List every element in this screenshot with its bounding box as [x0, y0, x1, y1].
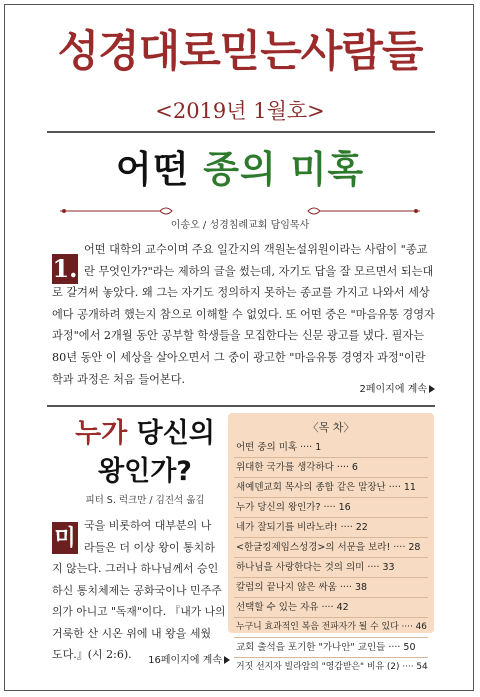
body-line: 어떤 대학의 교수이며 주요 일간지의 객원논설위원이라는 사람이 "종교 [84, 243, 428, 256]
body-line: 과정"에서 2개월 동안 공부할 학생들을 모집한다는 신문 광고를 냈다. 필자는 [52, 329, 425, 343]
title-word: 미혹 [290, 148, 365, 191]
body-line: 란 무엇인가?"라는 제하의 글을 썼는데, 자기도 답을 잘 모르면서 되는대 [84, 264, 434, 278]
body-line: 국을 비롯하여 대부분의 나 [84, 519, 212, 532]
toc-item[interactable]: 거짓 선지자 빌라암의 "영감받은" 비유 (2) ···· 54 [236, 662, 428, 672]
drop-cap: 1. [52, 254, 78, 283]
drop-cap: 미 [52, 522, 78, 554]
continued-link[interactable] [130, 651, 230, 666]
body-line: 라들은 더 이상 왕이 통치하 [84, 540, 215, 554]
toc-item[interactable]: 선택할 수 있는 자유 ···· 42 [234, 598, 428, 618]
toc-item[interactable]: 새예덴교회 목사의 종합 같은 말장난 ···· 11 [234, 478, 428, 498]
title-word: 어떤 [115, 148, 190, 191]
article-body [52, 515, 227, 666]
body-line: 80년 동안 이 세상을 살아오면서 그 중이 광고한 "마음유통 경영자 과정"이란 [52, 350, 426, 364]
body-line: 에다 공개하려 했는지 참으로 이해할 수 없었다. 또 어떤 중은 "마음유통 경영자 [52, 307, 435, 321]
article-title [0, 145, 480, 195]
continued-label: 16페이지에 계속 [148, 655, 222, 666]
title-word: 종의 [203, 148, 277, 191]
body-line: 로 갈겨써 놓았다. 왜 그는 자기도 정의하지 못하는 종교를 가지고 나와서 세상 [52, 286, 430, 300]
table-of-contents [228, 413, 434, 672]
title-word: 누가 [75, 418, 128, 449]
article-body [52, 239, 444, 390]
body-line: 하신 통치체제는 공화국이나 민주주 [52, 583, 222, 597]
article-title [55, 415, 235, 491]
toc-item[interactable]: <한글킹제임스성경>의 서문을 보라! ···· 28 [234, 538, 428, 558]
toc-item[interactable]: 누구니 효과적인 복음 전파자가 될 수 있다 ···· 46 [234, 618, 428, 638]
divider [47, 405, 435, 407]
toc-item[interactable]: 하나님을 사랑한다는 것의 의미 ···· 33 [234, 558, 428, 578]
masthead: 성경대로믿는사람들 [57, 27, 423, 77]
toc-item[interactable]: 네가 잘되기를 비라노라! ···· 22 [234, 518, 428, 538]
toc-item[interactable]: 교회 출석을 포기한 "가나안" 교인들 ···· 50 [234, 638, 428, 658]
body-line: 지 않는다. 그러나 하나님께서 승인 [52, 562, 219, 575]
divider [47, 131, 435, 133]
continued-label: 2페이지에 계속 [359, 384, 427, 395]
title-word: 당신의 [136, 418, 215, 449]
toc-title: 〈목 차〉 [307, 421, 355, 434]
arrow-right-icon [429, 385, 435, 393]
byline: 이송오 / 성경침례교회 담임목사 [170, 220, 310, 231]
body-line: 거룩한 산 시온 위에 내 왕을 세웠 [52, 626, 212, 640]
title-word: 왕인가? [98, 456, 192, 487]
toc-item[interactable]: 위대한 국가를 생각하다 ···· 6 [234, 458, 428, 478]
issue-date: <2019년 1월호> [155, 99, 325, 123]
toc-item[interactable]: 어떤 중의 미혹 ···· 1 [234, 438, 428, 458]
byline: 피터 S. 럭크만 / 김진석 옮김 [85, 495, 205, 506]
body-line: 도다.』(시 2:6). [52, 648, 132, 661]
body-line: 의가 아니고 "독재"이다. 『내가 나의 [52, 605, 226, 618]
toc-item[interactable]: 누가 당신의 왕인가? ···· 16 [234, 498, 428, 518]
body-line: 학과 과정은 처음 들어본다. [52, 372, 186, 386]
continued-link[interactable] [300, 380, 435, 395]
arrow-right-icon [224, 656, 230, 664]
toc-item[interactable]: 칼럼의 끝나지 않은 싸움 ···· 38 [234, 578, 428, 598]
